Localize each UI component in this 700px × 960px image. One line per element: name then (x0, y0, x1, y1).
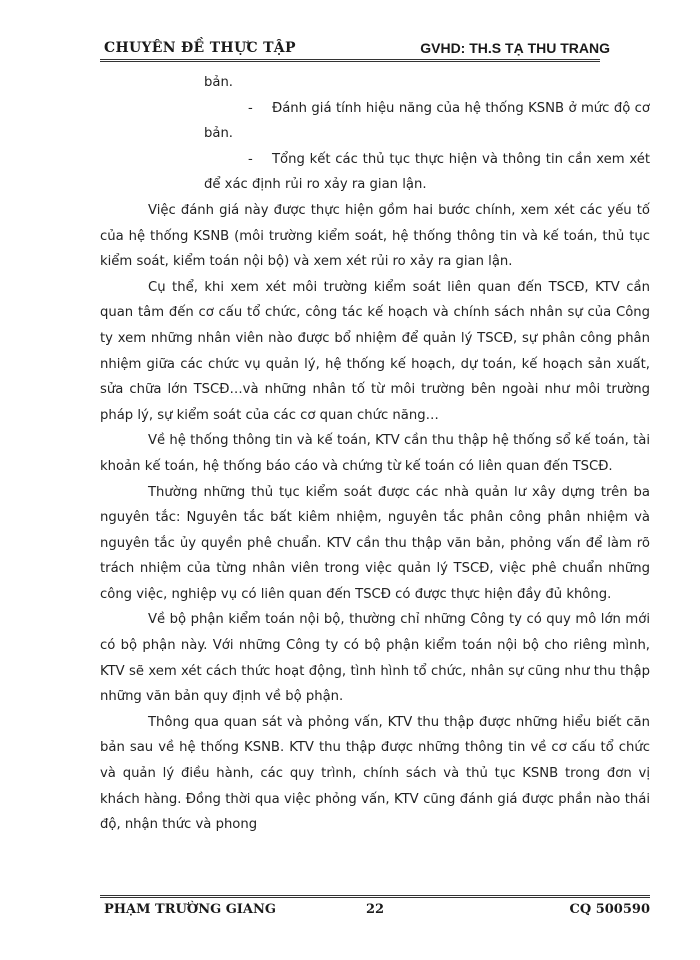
footer-author: PHẠM TRƯỜNG GIANG (104, 902, 276, 917)
page-number: 22 (366, 902, 385, 917)
paragraph: Cụ thể, khi xem xét môi trường kiểm soát liên quan đến TSCĐ, KTV cần quan tâm đến cơ cấu tổ chức, công tác kế hoạch và chính sách nhân sự của Công ty xem những nhân viên nào được bổ nhiệm để quản lý TSCĐ, sự phân công phân nhiệm giữa các chức vụ quản lý, hệ thống kế hoạch, dự toán, kế hoạch sản xuất, sửa chữa lớn TSCĐ…và những nhân tố từ môi trường bên ngoài như môi trường pháp lý, sự kiểm soát của các cơ quan chức năng… (100, 279, 650, 423)
bullet-text: Tổng kết các thủ tục thực hiện và thông tin cần xem xét để xác định rủi ro xảy ra gian lận. (204, 151, 650, 193)
paragraph: Về bộ phận kiểm toán nội bộ, thường chỉ những Công ty có quy mô lớn mới có bộ phận này. Với những Công ty có bộ phận kiểm toán nội bộ cho riêng mình, KTV sẽ xem xét cách thức hoạt động, tình hình tổ chức, nhân sự cũng như thu thập những văn bản quy định về bộ phận. (100, 612, 650, 705)
bullet-item (100, 96, 650, 147)
document-body (100, 70, 650, 870)
header-divider (100, 59, 600, 62)
continued-line: bản. (204, 75, 234, 90)
paragraph: Thường những thủ tục kiểm soát được các nhà quản lư xây dựng trên ba nguyên tắc: Nguyên tắc bất kiêm nhiệm, nguyên tắc phân công phân nhiệm và nguyên tắc ủy quyền phê chuẩn. KTV cần thu thập văn bản, phỏng vấn để làm rõ trách nhiệm của từng nhân viên trong việc quản lý TSCĐ, việc phê chuẩn những công việc, nghiệp vụ có liên quan đến TSCĐ có được thực hiện đầy đủ không. (100, 484, 650, 602)
bullet-marker: - (248, 100, 253, 116)
bullet-text: Đánh giá tính hiệu năng của hệ thống KSNB ở mức độ cơ bản. (204, 100, 650, 142)
bullet-item (100, 147, 650, 198)
page-header (0, 0, 700, 70)
paragraph: Việc đánh giá này được thực hiện gồm hai bước chính, xem xét các yếu tố của hệ thống KSNB (môi trường kiểm soát, hệ thống thông tin và kế toán, thủ tục kiểm soát, kiểm toán nội bộ) và xem xét rủi ro xảy ra gian lận. (100, 202, 650, 270)
footer-student-id: CQ 500590 (569, 902, 650, 917)
bullet-marker: - (248, 151, 253, 167)
paragraph: Về hệ thống thông tin và kế toán, KTV cần thu thập hệ thống sổ kế toán, tài khoản kế toán, hệ thống báo cáo và chứng từ kế toán có liên quan đến TSCĐ. (100, 433, 650, 474)
footer-divider (100, 895, 650, 898)
header-title: CHUYÊN ĐỀ THỰC TẬP (104, 40, 296, 56)
paragraph: Thông qua quan sát và phỏng vấn, KTV thu thập được những hiểu biết căn bản sau về hệ thống KSNB. KTV thu thập được những thông tin về cơ cấu tổ chức và quản lý điều hành, các quy trình, chính sách và thủ tục KSNB trong đơn vị khách hàng. Đồng thời qua việc phỏng vấn, KTV cũng đánh giá được phần nào thái độ, nhận thức và phong (100, 714, 650, 833)
header-supervisor: GVHD: TH.S TẠ THU TRANG (420, 40, 610, 56)
